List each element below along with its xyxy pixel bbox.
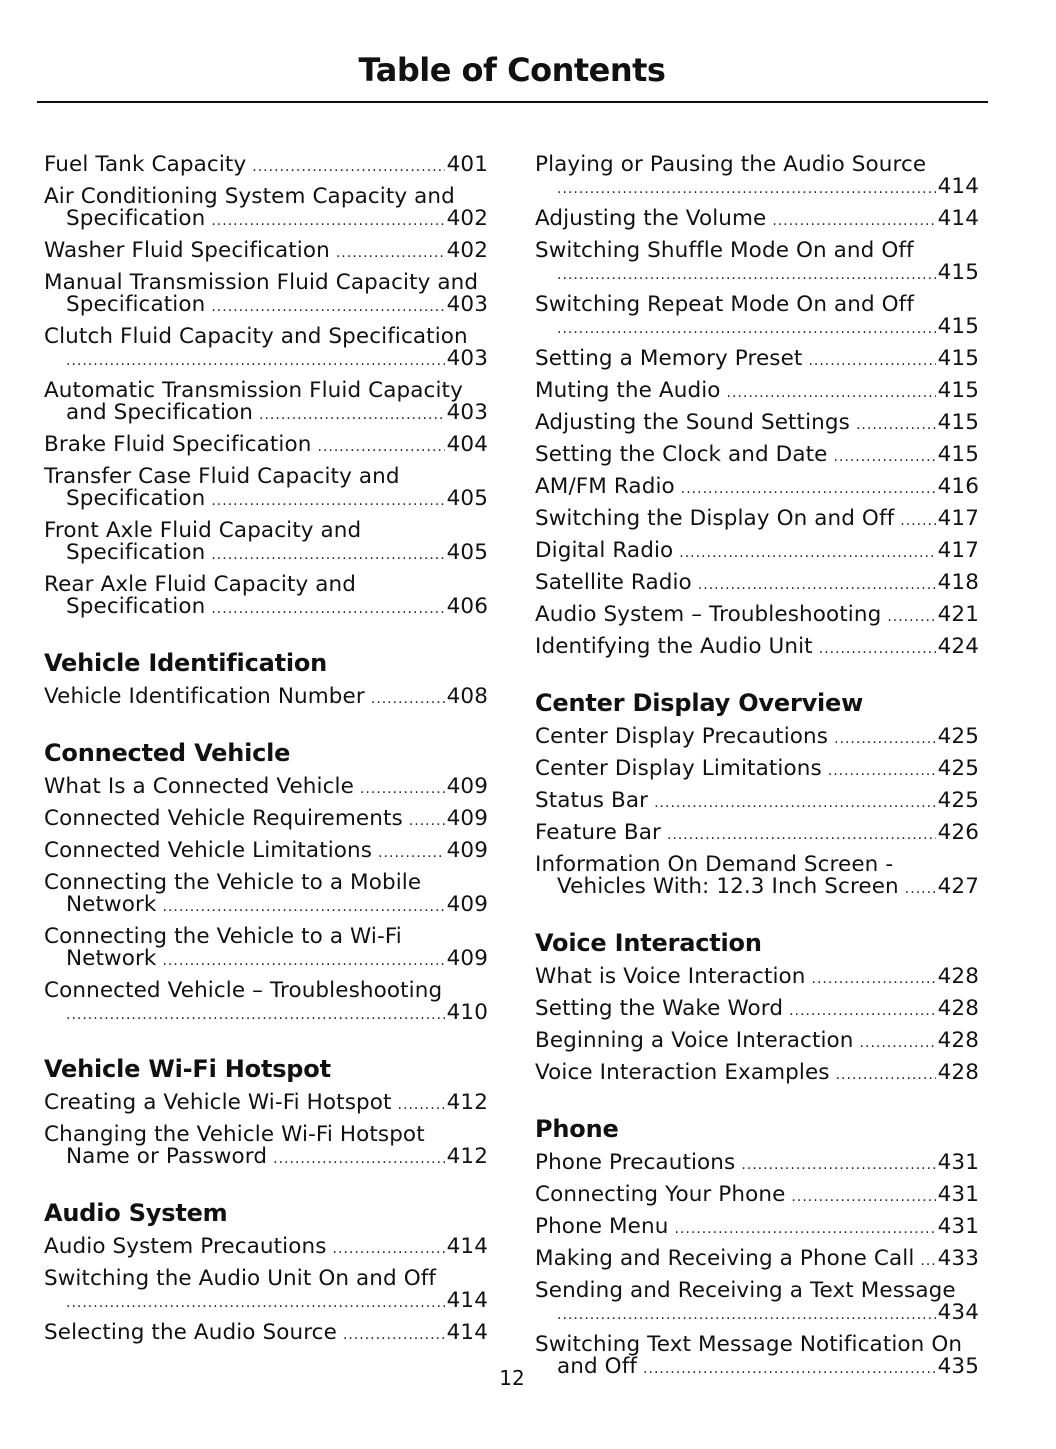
toc-entry-continuation bbox=[535, 176, 979, 200]
toc-entry-title-continued: Specification bbox=[66, 540, 206, 565]
toc-entry[interactable] bbox=[44, 268, 488, 322]
toc-entry-page: 405 bbox=[446, 486, 488, 511]
toc-entry-title-continued: Specification bbox=[66, 292, 206, 317]
section-heading: Phone bbox=[535, 1115, 619, 1143]
toc-entry[interactable] bbox=[535, 1244, 979, 1276]
toc-entry[interactable] bbox=[535, 472, 979, 504]
dot-leader bbox=[727, 382, 936, 404]
toc-entry[interactable] bbox=[44, 1264, 488, 1318]
toc-entry[interactable] bbox=[535, 786, 979, 818]
toc-entry-title: Switching the Audio Unit On and Off bbox=[44, 1266, 437, 1291]
toc-entry[interactable] bbox=[535, 850, 979, 904]
toc-entry-page: 409 bbox=[446, 774, 488, 799]
toc-entry-page: 428 bbox=[937, 1028, 979, 1053]
dot-leader bbox=[557, 178, 936, 200]
toc-entry-page: 415 bbox=[937, 410, 979, 435]
toc-entry[interactable] bbox=[535, 504, 979, 536]
toc-entry[interactable] bbox=[535, 150, 979, 204]
dot-leader bbox=[674, 1218, 935, 1240]
toc-entry-page: 408 bbox=[446, 684, 488, 709]
toc-entry-continuation bbox=[535, 262, 979, 286]
toc-entry-title: Phone Precautions bbox=[535, 1150, 736, 1175]
toc-entry[interactable] bbox=[535, 1148, 979, 1180]
dot-leader bbox=[409, 810, 445, 832]
dot-leader bbox=[887, 606, 935, 628]
toc-entry-title: Vehicle Identification Number bbox=[44, 684, 365, 709]
toc-entry-title-continued: and Off bbox=[557, 1354, 638, 1379]
dot-leader bbox=[211, 490, 444, 512]
toc-entry-title: Fuel Tank Capacity bbox=[44, 152, 247, 177]
toc-entry[interactable] bbox=[535, 290, 979, 344]
toc-entry[interactable] bbox=[535, 1276, 979, 1330]
dot-leader bbox=[836, 1064, 936, 1086]
toc-entry-page: 401 bbox=[446, 152, 488, 177]
toc-entry-title: Voice Interaction Examples bbox=[535, 1060, 830, 1085]
toc-entry-page: 402 bbox=[446, 206, 488, 231]
toc-entry-page: 425 bbox=[937, 756, 979, 781]
toc-entry-page: 414 bbox=[446, 1288, 488, 1313]
toc-entry[interactable] bbox=[535, 632, 979, 664]
toc-entry-continuation bbox=[44, 294, 488, 318]
toc-entry-title: Phone Menu bbox=[535, 1214, 669, 1239]
toc-entry-title-continued: Specification bbox=[66, 594, 206, 619]
toc-entry-title: Connected Vehicle Limitations bbox=[44, 838, 373, 863]
toc-entry-title: Selecting the Audio Source bbox=[44, 1320, 337, 1345]
toc-entry[interactable] bbox=[44, 570, 488, 624]
toc-entry-page: 415 bbox=[937, 314, 979, 339]
toc-entry-title: Beginning a Voice Interaction bbox=[535, 1028, 854, 1053]
dot-leader bbox=[905, 878, 936, 900]
dot-leader bbox=[557, 1304, 936, 1326]
toc-entry-page: 431 bbox=[937, 1150, 979, 1175]
dot-leader bbox=[828, 760, 936, 782]
toc-entry[interactable] bbox=[44, 804, 488, 836]
toc-entry-page: 409 bbox=[446, 806, 488, 831]
toc-entry-page: 403 bbox=[446, 346, 488, 371]
toc-entry-title: Transfer Case Fluid Capacity and bbox=[44, 464, 400, 489]
toc-entry-title-continued: Network bbox=[66, 946, 157, 971]
section-heading: Connected Vehicle bbox=[44, 739, 291, 767]
dot-leader bbox=[557, 318, 936, 340]
toc-entry[interactable] bbox=[44, 1232, 488, 1264]
toc-entry[interactable] bbox=[44, 1088, 488, 1120]
toc-entry[interactable] bbox=[535, 536, 979, 568]
dot-leader bbox=[66, 350, 445, 372]
toc-entry-continuation bbox=[44, 596, 488, 620]
toc-entry-continuation bbox=[44, 348, 488, 372]
toc-entry-title-continued: Vehicles With: 12.3 Inch Screen bbox=[557, 874, 899, 899]
dot-leader bbox=[360, 778, 445, 800]
dot-leader bbox=[789, 1000, 936, 1022]
dot-leader bbox=[343, 1324, 445, 1346]
dot-leader bbox=[860, 1032, 936, 1054]
toc-entry-page: 410 bbox=[446, 1000, 488, 1025]
toc-entry[interactable] bbox=[44, 836, 488, 868]
toc-entry[interactable] bbox=[44, 150, 488, 182]
dot-leader bbox=[378, 842, 445, 864]
toc-entry-continuation bbox=[44, 948, 488, 972]
dot-leader bbox=[162, 896, 444, 918]
toc-entry-title: What Is a Connected Vehicle bbox=[44, 774, 354, 799]
toc-entry-page: 427 bbox=[937, 874, 979, 899]
toc-entry-title: Manual Transmission Fluid Capacity and bbox=[44, 270, 479, 295]
dot-leader bbox=[791, 1186, 935, 1208]
toc-entry[interactable] bbox=[44, 462, 488, 516]
toc-entry[interactable] bbox=[535, 962, 979, 994]
page-number: 12 bbox=[499, 1366, 525, 1390]
toc-entry-continuation bbox=[44, 894, 488, 918]
dot-leader bbox=[819, 638, 936, 660]
toc-entry-page: 431 bbox=[937, 1182, 979, 1207]
toc-entry-page: 414 bbox=[446, 1320, 488, 1345]
toc-entry[interactable] bbox=[535, 408, 979, 440]
toc-entry-title: Playing or Pausing the Audio Source bbox=[535, 152, 927, 177]
dot-leader bbox=[654, 792, 936, 814]
toc-entry-page: 409 bbox=[446, 838, 488, 863]
toc-entry-page: 415 bbox=[937, 260, 979, 285]
dot-leader bbox=[856, 414, 936, 436]
dot-leader bbox=[273, 1148, 445, 1170]
toc-entry[interactable] bbox=[44, 182, 488, 236]
toc-entry-title: Washer Fluid Specification bbox=[44, 238, 330, 263]
toc-entry-title-continued: Specification bbox=[66, 206, 206, 231]
dot-leader bbox=[66, 1292, 445, 1314]
toc-entry-title-continued: Name or Password bbox=[66, 1144, 268, 1169]
dot-leader bbox=[333, 1238, 445, 1260]
toc-entry-title-continued: Specification bbox=[66, 486, 206, 511]
toc-entry-continuation bbox=[44, 1002, 488, 1026]
toc-entry-page: 428 bbox=[937, 1060, 979, 1085]
dot-leader bbox=[398, 1094, 445, 1116]
toc-entry-page: 424 bbox=[937, 634, 979, 659]
toc-entry-page: 417 bbox=[937, 506, 979, 531]
toc-entry-continuation bbox=[44, 1290, 488, 1314]
toc-entry-title: Creating a Vehicle Wi-Fi Hotspot bbox=[44, 1090, 392, 1115]
toc-entry-title: Automatic Transmission Fluid Capacity bbox=[44, 378, 463, 403]
toc-entry-title: Center Display Limitations bbox=[535, 756, 822, 781]
toc-entry-title: Adjusting the Volume bbox=[535, 206, 767, 231]
toc-entry-continuation bbox=[44, 488, 488, 512]
toc-entry[interactable] bbox=[535, 1026, 979, 1058]
toc-entry[interactable] bbox=[535, 754, 979, 786]
toc-entry-title: AM/FM Radio bbox=[535, 474, 675, 499]
toc-entry-title-continued: and Specification bbox=[66, 400, 254, 425]
toc-entry-title: Front Axle Fluid Capacity and bbox=[44, 518, 362, 543]
dot-leader bbox=[211, 296, 444, 318]
toc-entry-title: Information On Demand Screen - bbox=[535, 852, 894, 877]
toc-entry[interactable] bbox=[44, 682, 488, 714]
toc-entry-title: Feature Bar bbox=[535, 820, 661, 845]
dot-leader bbox=[834, 728, 936, 750]
dot-leader bbox=[371, 688, 445, 710]
toc-entry[interactable] bbox=[44, 772, 488, 804]
toc-entry-title: Audio System Precautions bbox=[44, 1234, 327, 1259]
dot-leader bbox=[772, 210, 935, 232]
toc-entry[interactable] bbox=[44, 322, 488, 376]
toc-entry-title: Connecting Your Phone bbox=[535, 1182, 786, 1207]
toc-entry[interactable] bbox=[44, 976, 488, 1030]
toc-entry[interactable] bbox=[44, 430, 488, 462]
dot-leader bbox=[259, 404, 445, 426]
toc-entry-page: 412 bbox=[446, 1090, 488, 1115]
toc-entry-continuation bbox=[535, 1302, 979, 1326]
toc-entry[interactable] bbox=[44, 236, 488, 268]
dot-leader bbox=[667, 824, 936, 846]
toc-entry[interactable] bbox=[535, 1212, 979, 1244]
section-heading: Audio System bbox=[44, 1199, 228, 1227]
toc-entry-continuation bbox=[44, 542, 488, 566]
dot-leader bbox=[211, 210, 444, 232]
toc-entry-title: Switching Repeat Mode On and Off bbox=[535, 292, 915, 317]
toc-entry-page: 415 bbox=[937, 378, 979, 403]
toc-entry-title: Connected Vehicle – Troubleshooting bbox=[44, 978, 443, 1003]
toc-entry-page: 431 bbox=[937, 1214, 979, 1239]
toc-entry-title: Setting the Wake Word bbox=[535, 996, 784, 1021]
toc-entry[interactable] bbox=[535, 600, 979, 632]
toc-entry-title: Changing the Vehicle Wi-Fi Hotspot bbox=[44, 1122, 425, 1147]
title-divider bbox=[37, 101, 988, 103]
toc-entry[interactable] bbox=[535, 204, 979, 236]
toc-entry-title: Switching Shuffle Mode On and Off bbox=[535, 238, 914, 263]
dot-leader bbox=[698, 574, 936, 596]
toc-entry-title: Making and Receiving a Phone Call bbox=[535, 1246, 915, 1271]
toc-entry-page: 405 bbox=[446, 540, 488, 565]
toc-entry-title: Satellite Radio bbox=[535, 570, 692, 595]
toc-entry-continuation bbox=[535, 316, 979, 340]
dot-leader bbox=[812, 968, 936, 990]
toc-entry-title: Setting a Memory Preset bbox=[535, 346, 803, 371]
dot-leader bbox=[211, 598, 444, 620]
toc-right-column bbox=[535, 150, 979, 1384]
toc-entry-page: 403 bbox=[446, 292, 488, 317]
toc-entry[interactable] bbox=[44, 516, 488, 570]
toc-entry-page: 421 bbox=[937, 602, 979, 627]
toc-entry-title: Muting the Audio bbox=[535, 378, 721, 403]
dot-leader bbox=[252, 156, 444, 178]
toc-entry-title: Digital Radio bbox=[535, 538, 674, 563]
toc-entry[interactable] bbox=[44, 376, 488, 430]
toc-entry-title: Connected Vehicle Requirements bbox=[44, 806, 403, 831]
toc-entry-page: 426 bbox=[937, 820, 979, 845]
toc-entry[interactable] bbox=[535, 440, 979, 472]
toc-entry-page: 404 bbox=[446, 432, 488, 457]
toc-entry-title: Audio System – Troubleshooting bbox=[535, 602, 882, 627]
toc-entry-title: Identifying the Audio Unit bbox=[535, 634, 813, 659]
dot-leader bbox=[833, 446, 935, 468]
toc-entry[interactable] bbox=[535, 1058, 979, 1090]
toc-entry-title: Air Conditioning System Capacity and bbox=[44, 184, 455, 209]
toc-entry-title: Setting the Clock and Date bbox=[535, 442, 828, 467]
toc-entry-title: Center Display Precautions bbox=[535, 724, 829, 749]
toc-entry-page: 417 bbox=[937, 538, 979, 563]
toc-entry-title: Clutch Fluid Capacity and Specification bbox=[44, 324, 468, 349]
toc-entry-page: 414 bbox=[937, 206, 979, 231]
toc-entry-page: 406 bbox=[446, 594, 488, 619]
section-heading: Voice Interaction bbox=[535, 929, 762, 957]
dot-leader bbox=[336, 242, 445, 264]
dot-leader bbox=[681, 478, 936, 500]
toc-entry-title: Adjusting the Sound Settings bbox=[535, 410, 850, 435]
toc-entry-page: 409 bbox=[446, 892, 488, 917]
toc-entry-title: What is Voice Interaction bbox=[535, 964, 806, 989]
toc-entry[interactable] bbox=[44, 1318, 488, 1350]
dot-leader bbox=[162, 950, 444, 972]
toc-entry-page: 425 bbox=[937, 724, 979, 749]
toc-entry-title: Brake Fluid Specification bbox=[44, 432, 312, 457]
dot-leader bbox=[211, 544, 444, 566]
toc-entry[interactable] bbox=[535, 818, 979, 850]
dot-leader bbox=[557, 264, 936, 286]
toc-entry-continuation bbox=[44, 1146, 488, 1170]
toc-entry-page: 428 bbox=[937, 964, 979, 989]
toc-entry-page: 412 bbox=[446, 1144, 488, 1169]
toc-entry[interactable] bbox=[535, 722, 979, 754]
toc-entry[interactable] bbox=[44, 868, 488, 922]
dot-leader bbox=[900, 510, 935, 532]
toc-entry-page: 425 bbox=[937, 788, 979, 813]
toc-entry-title: Sending and Receiving a Text Message bbox=[535, 1278, 956, 1303]
toc-entry-page: 416 bbox=[937, 474, 979, 499]
dot-leader bbox=[679, 542, 935, 564]
toc-entry[interactable] bbox=[535, 1180, 979, 1212]
toc-entry-page: 428 bbox=[937, 996, 979, 1021]
dot-leader bbox=[741, 1154, 935, 1176]
toc-entry-title: Rear Axle Fluid Capacity and bbox=[44, 572, 356, 597]
dot-leader bbox=[317, 436, 444, 458]
section-heading: Center Display Overview bbox=[535, 689, 864, 717]
toc-entry[interactable] bbox=[535, 344, 979, 376]
toc-entry-title: Switching Text Message Notification On bbox=[535, 1332, 963, 1357]
toc-entry-page: 434 bbox=[937, 1300, 979, 1325]
dot-leader bbox=[920, 1250, 935, 1272]
toc-entry-title: Status Bar bbox=[535, 788, 649, 813]
dot-leader bbox=[808, 350, 935, 372]
toc-entry-page: 414 bbox=[446, 1234, 488, 1259]
section-heading: Vehicle Identification bbox=[44, 649, 328, 677]
toc-entry-page: 414 bbox=[937, 174, 979, 199]
toc-entry-title: Connecting the Vehicle to a Mobile bbox=[44, 870, 422, 895]
toc-entry-continuation bbox=[535, 876, 979, 900]
toc-entry[interactable] bbox=[44, 1120, 488, 1174]
toc-entry-page: 415 bbox=[937, 442, 979, 467]
toc-entry[interactable] bbox=[535, 236, 979, 290]
toc-entry-page: 409 bbox=[446, 946, 488, 971]
toc-entry-title: Switching the Display On and Off bbox=[535, 506, 895, 531]
section-heading: Vehicle Wi-Fi Hotspot bbox=[44, 1055, 331, 1083]
toc-entry-page: 403 bbox=[446, 400, 488, 425]
page-title: Table of Contents bbox=[358, 51, 666, 89]
toc-entry-continuation bbox=[44, 208, 488, 232]
toc-entry-title-continued: Network bbox=[66, 892, 157, 917]
toc-left-column bbox=[44, 150, 488, 1350]
toc-entry-page: 402 bbox=[446, 238, 488, 263]
toc-entry-continuation bbox=[44, 402, 488, 426]
toc-entry[interactable] bbox=[535, 568, 979, 600]
toc-entry[interactable] bbox=[535, 994, 979, 1026]
toc-entry-page: 435 bbox=[937, 1354, 979, 1379]
toc-entry-page: 418 bbox=[937, 570, 979, 595]
toc-entry[interactable] bbox=[44, 922, 488, 976]
toc-entry[interactable] bbox=[535, 376, 979, 408]
toc-entry-page: 415 bbox=[937, 346, 979, 371]
dot-leader bbox=[66, 1004, 445, 1026]
toc-entry-title: Connecting the Vehicle to a Wi-Fi bbox=[44, 924, 402, 949]
toc-entry-page: 433 bbox=[937, 1246, 979, 1271]
